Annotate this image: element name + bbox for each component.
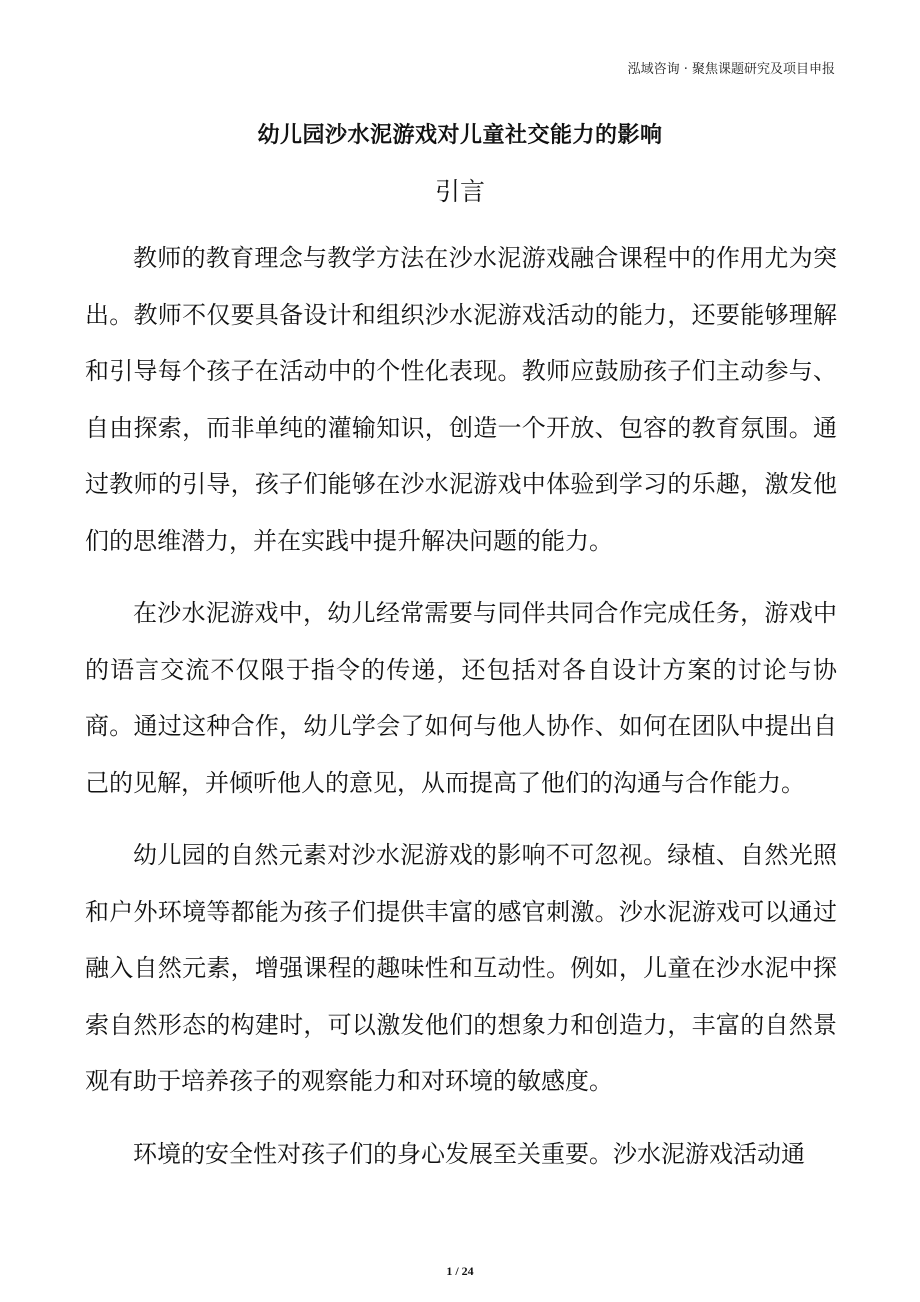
document-body [85,230,837,1198]
paragraph: 在沙水泥游戏中，幼儿经常需要与同伴共同合作完成任务，游戏中的语言交流不仅限于指令的传递，还包括对各自设计方案的讨论与协商。通过这种合作，幼儿学会了如何与他人协作、如何在团队中提出自己的见解，并倾听他人的意见，从而提高了他们的沟通与合作能力。 [85,599,837,797]
document-title: 幼儿园沙水泥游戏对儿童社交能力的影响 [257,123,663,148]
paragraph: 教师的教育理念与教学方法在沙水泥游戏融合课程中的作用尤为突出。教师不仅要具备设计和组织沙水泥游戏活动的能力，还要能够理解和引导每个孩子在活动中的个性化表现。教师应鼓励孩子们主动参与、自由探索，而非单纯的灌输知识，创造一个开放、包容的教育氛围。通过教师的引导，孩子们能够在沙水泥游戏中体验到学习的乐趣，激发他们的思维潜力，并在实践中提升解决问题的能力。 [85,244,837,555]
paragraph: 环境的安全性对孩子们的身心发展至关重要。沙水泥游戏活动通 [133,1139,805,1168]
paragraph: 幼儿园的自然元素对沙水泥游戏的影响不可忽视。绿植、自然光照和户外环境等都能为孩子们提供丰富的感官刺激。沙水泥游戏可以通过融入自然元素，增强课程的趣味性和互动性。例如，儿童在沙水泥中探索自然形态的构建时，可以激发他们的想象力和创造力，丰富的自然景观有助于培养孩子的观察能力和对环境的敏感度。 [85,841,837,1095]
page-number: 1 / 24 [446,1264,474,1278]
page-header: 泓域咨询 · 聚焦课题研究及项目申报 [627,62,835,77]
section-heading: 引言 [434,177,485,206]
